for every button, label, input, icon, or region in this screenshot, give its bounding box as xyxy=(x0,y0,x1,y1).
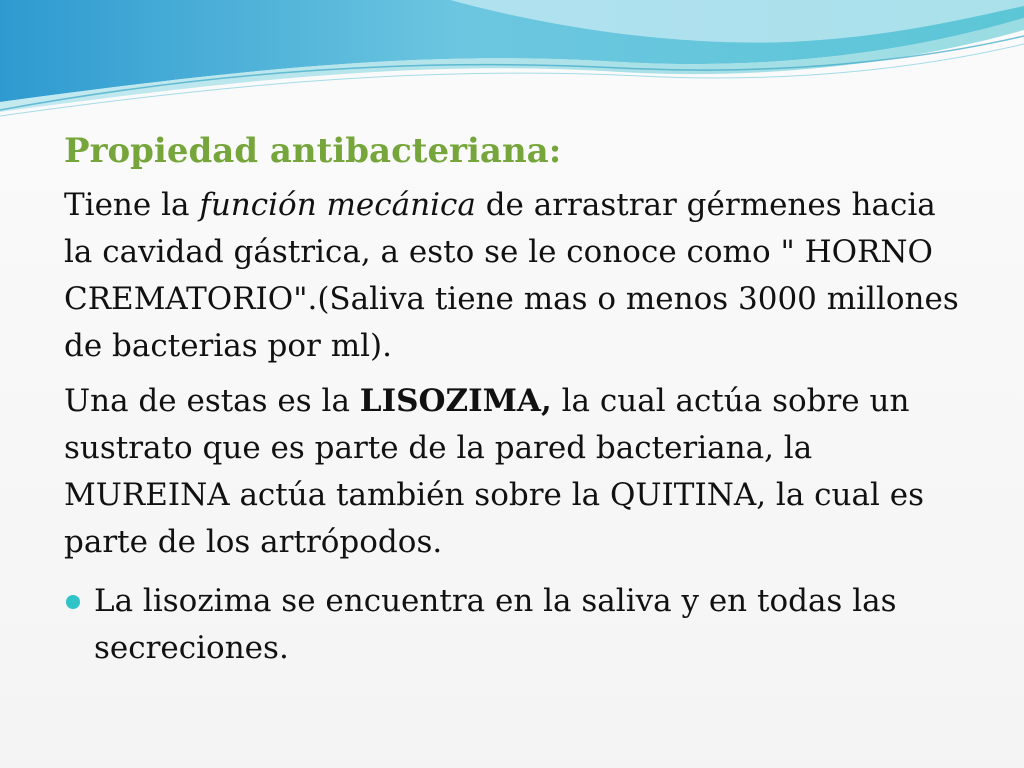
paragraph2-bold-term: LISOZIMA, xyxy=(359,383,552,419)
paragraph2-text-start: Una de estas es la xyxy=(64,383,360,419)
decorative-wave-header xyxy=(0,0,1024,120)
bullet-dot-icon xyxy=(66,595,80,609)
slide-title: Propiedad antibacteriana: xyxy=(64,131,562,171)
paragraph2-text-end: la cual actúa sobre un sustrato que es parte de la pared bacteriana, la MUREINA actúa también sobre la QUITINA, la cual es parte de los artrópodos. xyxy=(64,383,925,560)
paragraph1-text-end: de arrastrar gérmenes hacia la cavidad gástrica, a esto se le conoce como " HORNO CREMATORIO".(Saliva tiene mas o menos 3000 millones de bacterias por ml). xyxy=(64,187,959,364)
paragraph1-text-start: Tiene la xyxy=(64,187,200,223)
paragraph1-italic-term: función mecánica xyxy=(199,187,476,223)
slide-content xyxy=(64,128,964,672)
bullet-item xyxy=(64,578,964,672)
paragraph-mechanical-function xyxy=(64,182,964,370)
paragraph-lysozyme xyxy=(64,378,964,566)
bullet-text: La lisozima se encuentra en la saliva y en todas las secreciones. xyxy=(94,583,897,666)
